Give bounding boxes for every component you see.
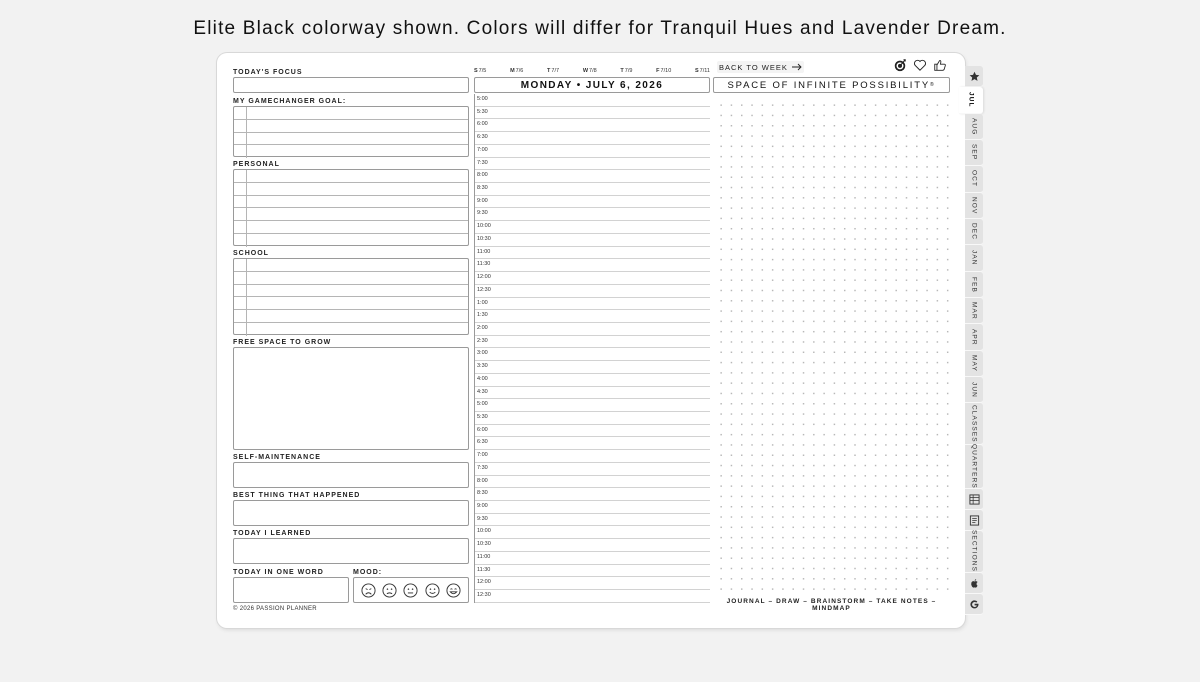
copyright: © 2026 PASSION PLANNER [233,606,317,612]
tab-classes[interactable] [965,403,983,445]
sad-face-icon[interactable] [382,583,397,598]
time-slot[interactable] [475,539,710,552]
week-day-thu[interactable] [620,68,632,76]
list-row[interactable] [234,323,468,336]
school-list[interactable] [233,258,469,335]
time-slot[interactable] [475,463,710,476]
apple-icon [969,578,980,589]
time-label: 10:30 [477,541,491,548]
gamechanger-list[interactable] [233,106,469,157]
time-slot[interactable] [475,145,710,158]
time-slot[interactable] [475,476,710,489]
tab-jul[interactable] [959,87,983,114]
time-slot[interactable] [475,590,710,603]
day-letter: S [695,68,699,74]
day-date: 7/7 [551,68,560,74]
time-slot[interactable] [475,170,710,183]
week-day-mon[interactable] [510,68,523,76]
time-label: 12:30 [477,592,491,599]
time-slot[interactable] [475,310,710,323]
google-icon [969,599,980,610]
tab-apple-calendar[interactable] [965,573,983,594]
time-slot[interactable] [475,565,710,578]
time-label: 8:30 [477,490,488,497]
personal-label: PERSONAL [233,161,280,168]
tab-nov[interactable] [965,193,983,219]
tab-label: CLASSES [970,404,978,443]
time-slot[interactable] [475,488,710,501]
list-row[interactable] [234,285,468,298]
list-row[interactable] [234,259,468,272]
time-label: 6:30 [477,439,488,446]
time-label: 5:30 [477,108,488,115]
list-row[interactable] [234,145,468,158]
time-label: 7:30 [477,464,488,471]
planner-page [217,53,965,628]
arrow-right-icon [792,63,802,71]
tab-mar[interactable] [965,298,983,324]
week-strip [474,68,710,76]
week-day-fri[interactable] [656,68,671,76]
time-label: 12:30 [477,286,491,293]
time-slot[interactable] [475,158,710,171]
personal-list[interactable] [233,169,469,246]
tab-notes[interactable] [965,510,983,531]
day-letter: W [582,68,589,74]
tab-google-calendar[interactable] [965,594,983,615]
learned-field[interactable] [233,538,469,564]
heart-icon[interactable] [913,58,927,72]
time-label: 2:30 [477,337,488,344]
table-icon [969,494,980,505]
time-label: 1:00 [477,299,488,306]
time-label: 4:00 [477,375,488,382]
tab-aug[interactable] [965,114,983,140]
time-label: 12:00 [477,274,491,281]
time-slot[interactable] [475,119,710,132]
week-day-sun[interactable] [474,68,486,76]
tab-oct[interactable] [965,166,983,193]
time-slot[interactable] [475,196,710,209]
time-label: 7:00 [477,452,488,459]
tab-table[interactable] [965,489,983,510]
time-slot[interactable] [475,323,710,336]
day-letter: T [547,68,551,74]
caption: Elite Black colorway shown. Colors will differ for Tranquil Hues and Lavender Dream. [193,18,1007,39]
time-slot[interactable] [475,514,710,527]
best-thing-field[interactable] [233,500,469,526]
day-date: 7/5 [478,68,487,74]
space-title-box [713,77,950,93]
focus-label: TODAY'S FOCUS [233,69,303,76]
top-icon-bar [893,58,947,72]
time-label: 12:00 [477,579,491,586]
list-row[interactable] [234,196,468,209]
time-slot[interactable] [475,501,710,514]
one-word-field[interactable] [233,577,349,603]
time-slot[interactable] [475,399,710,412]
very-happy-face-icon[interactable] [446,583,461,598]
time-slot[interactable] [475,526,710,539]
day-date: 7/9 [624,68,633,74]
tab-dec[interactable] [965,219,983,245]
time-label: 8:30 [477,185,488,192]
tab-label: FEB [970,276,978,293]
time-slot[interactable] [475,247,710,260]
tab-label: MAY [970,355,978,372]
list-row[interactable] [234,208,468,221]
tab-label: JAN [970,250,978,266]
time-slot[interactable] [475,234,710,247]
mood-label: MOOD: [353,569,383,576]
one-word-label: TODAY IN ONE WORD [233,569,324,576]
side-tabs [965,66,983,628]
time-slot[interactable] [475,577,710,590]
tab-label: SEP [970,144,978,161]
time-slot[interactable] [475,450,710,463]
time-label: 5:30 [477,413,488,420]
day-letter: F [656,68,660,74]
time-label: 11:00 [477,553,491,560]
happy-face-icon[interactable] [425,583,440,598]
tab-label: QUARTERS [970,444,978,489]
learned-label: TODAY I LEARNED [233,530,312,537]
time-slot[interactable] [475,348,710,361]
time-label: 1:30 [477,312,488,319]
time-slot[interactable] [475,107,710,120]
time-slot[interactable] [475,298,710,311]
time-label: 5:00 [477,96,488,102]
tab-may[interactable] [965,351,983,377]
time-label: 3:00 [477,350,488,357]
date-title: MONDAY • JULY 6, 2026 [474,77,710,93]
notes-icon [969,515,980,526]
thumbs-up-icon[interactable] [933,58,947,72]
time-slot[interactable] [475,552,710,565]
list-row[interactable] [234,272,468,285]
list-row[interactable] [234,170,468,183]
tab-jun[interactable] [965,377,983,403]
time-slot[interactable] [475,94,710,107]
day-date: 7/10 [660,68,672,74]
star-icon [969,71,980,82]
time-label: 4:30 [477,388,488,395]
time-slot[interactable] [475,425,710,438]
list-row[interactable] [234,297,468,310]
tab-label: APR [970,328,978,346]
back-to-week-button[interactable] [717,61,804,73]
dot-grid-area[interactable] [713,97,950,591]
list-row[interactable] [234,107,468,120]
time-label: 8:00 [477,477,488,484]
time-label: 7:30 [477,159,488,166]
time-label: 9:00 [477,197,488,204]
registered-mark: ® [930,82,936,88]
time-label: 9:00 [477,503,488,509]
hourly-schedule [474,94,710,603]
list-row[interactable] [234,133,468,146]
neutral-face-icon[interactable] [403,583,418,598]
day-date: 7/8 [589,68,597,74]
week-day-wed[interactable] [583,68,597,76]
list-row[interactable] [234,310,468,323]
list-row[interactable] [234,183,468,196]
self-maintenance-label: SELF-MAINTENANCE [233,454,321,461]
space-title: SPACE OF INFINITE POSSIBILITY [727,79,930,91]
gamechanger-label: MY GAMECHANGER GOAL: [233,98,347,105]
time-label: 9:30 [477,515,488,522]
time-label: 7:00 [477,146,488,153]
time-label: 11:30 [477,261,491,268]
time-label: 11:00 [477,248,491,255]
time-slot[interactable] [475,259,710,272]
list-row[interactable] [234,120,468,133]
time-slot[interactable] [475,285,710,298]
day-letter: M [510,68,515,74]
tab-label: AUG [970,117,978,136]
week-day-sat[interactable] [695,68,710,76]
time-label: 9:30 [477,210,488,217]
time-label: 6:00 [477,426,488,433]
list-row[interactable] [234,221,468,234]
tab-label: NOV [970,196,978,215]
time-slot[interactable] [475,208,710,221]
tab-label: MAR [970,301,978,320]
time-slot[interactable] [475,221,710,234]
day-letter: S [474,68,478,74]
time-slot[interactable] [475,361,710,374]
time-label: 3:30 [477,363,488,370]
time-label: 6:30 [477,134,488,141]
tab-label: JUN [970,381,978,398]
tab-label: SECTIONS [970,530,978,573]
free-space-label: FREE SPACE TO GROW [233,339,332,346]
free-space-area[interactable] [233,347,469,450]
list-row[interactable] [234,234,468,247]
time-label: 10:00 [477,528,491,535]
time-slot[interactable] [475,387,710,400]
time-label: 5:00 [477,401,488,408]
time-label: 8:00 [477,172,488,179]
tab-label: JUL [967,92,975,108]
time-slot[interactable] [475,183,710,196]
self-maintenance-field[interactable] [233,462,469,488]
time-label: 2:00 [477,324,488,331]
tab-quarters[interactable] [965,445,983,489]
focus-field[interactable] [233,77,469,93]
time-label: 10:30 [477,235,491,242]
back-to-week-label: BACK TO WEEK [719,62,788,72]
target-icon[interactable] [893,58,907,72]
tab-feb[interactable] [965,272,983,298]
time-slot[interactable] [475,412,710,425]
day-date: 7/6 [515,68,524,74]
time-label: 6:00 [477,121,488,128]
mood-selector [353,577,469,603]
time-slot[interactable] [475,132,710,145]
time-slot[interactable] [475,336,710,349]
tab-jan[interactable] [965,245,983,272]
tab-sep[interactable] [965,140,983,166]
time-label: 11:30 [477,566,491,573]
tab-sections[interactable] [965,531,983,573]
day-letter: T [620,68,624,74]
tab-label: DEC [970,222,978,241]
school-label: SCHOOL [233,250,269,257]
tab-label: OCT [970,170,978,188]
time-label: 10:00 [477,223,491,230]
tab-apr[interactable] [965,324,983,351]
page-prompts: JOURNAL – DRAW – BRAINSTORM – TAKE NOTES – MINDMAP [726,598,937,612]
time-slot[interactable] [475,272,710,285]
time-slot[interactable] [475,374,710,387]
very-sad-face-icon[interactable] [361,583,376,598]
tab-favorites[interactable] [965,66,983,87]
time-slot[interactable] [475,437,710,450]
best-thing-label: BEST THING THAT HAPPENED [233,492,361,499]
day-date: 7/11 [699,68,710,74]
week-day-tue[interactable] [547,68,559,76]
